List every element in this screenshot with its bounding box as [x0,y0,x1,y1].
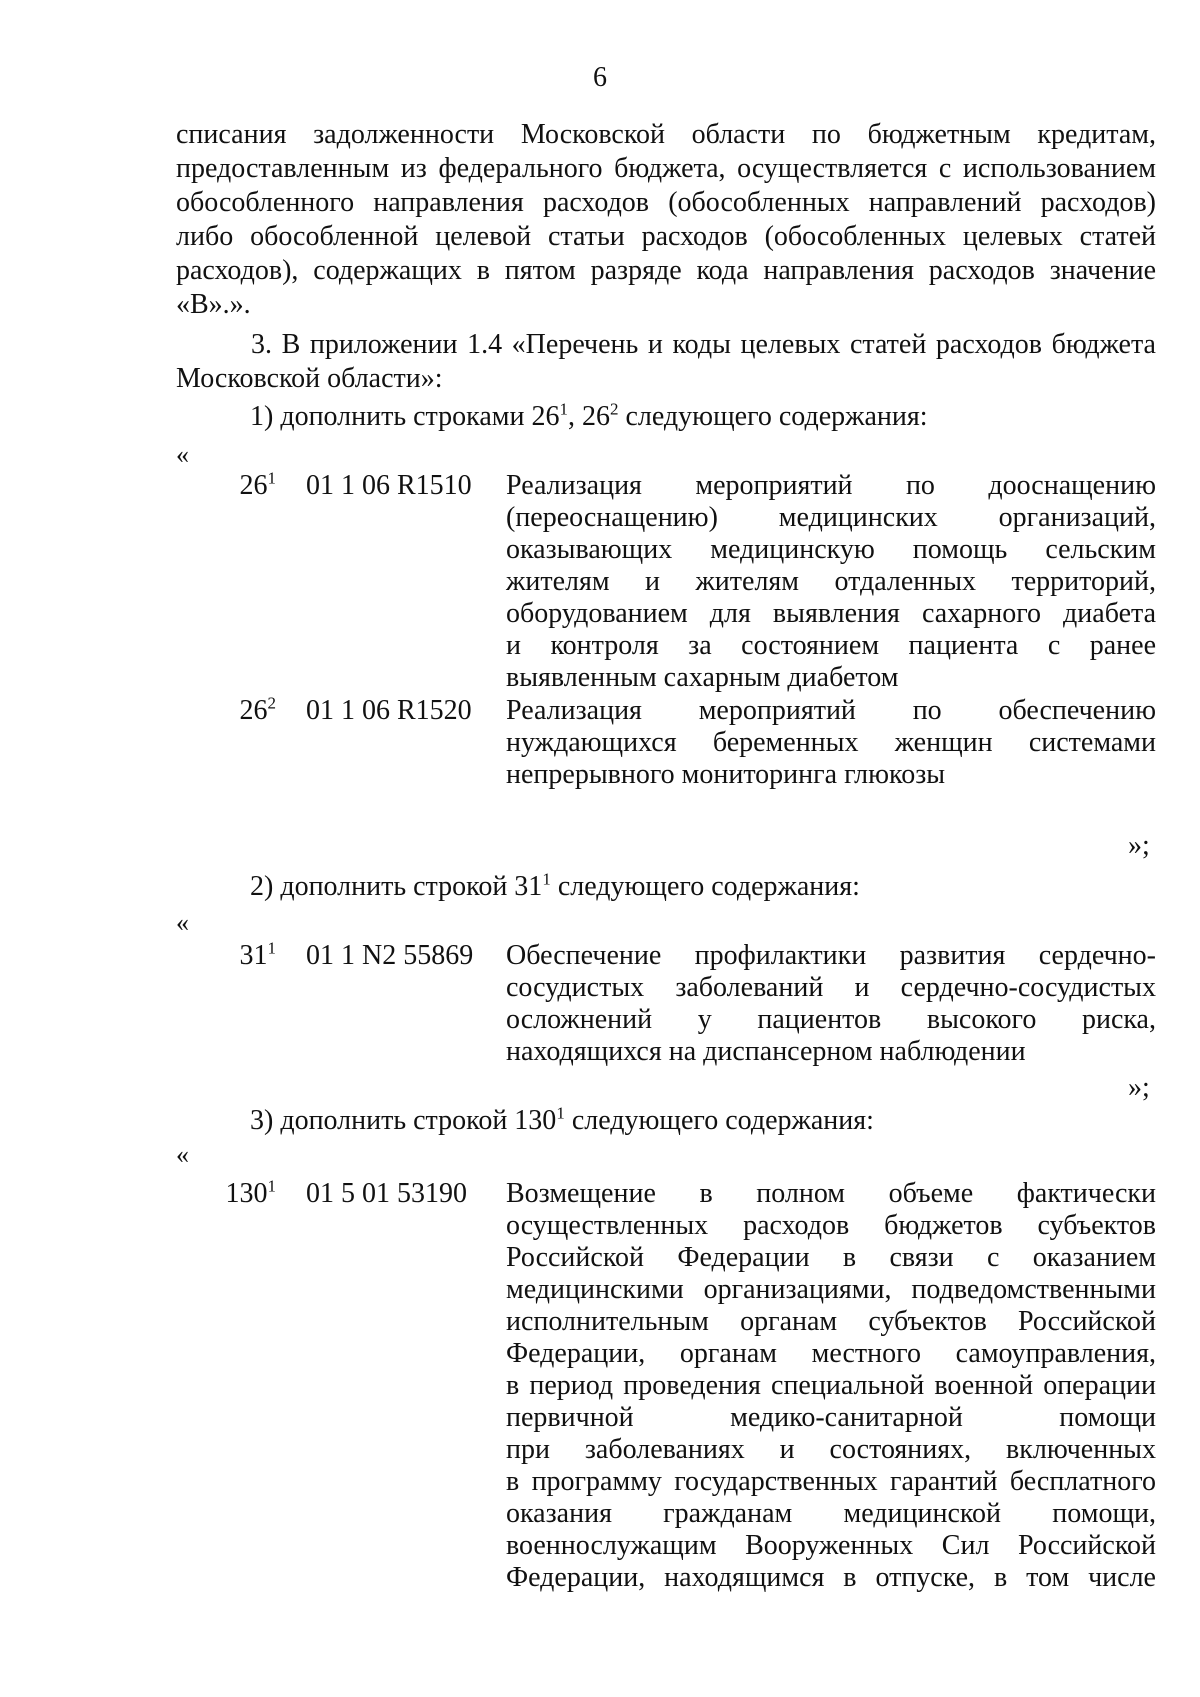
sub3-intro: 3) дополнить строкой $130^1$ следующего содержания: [250,1103,874,1136]
quote-open-1: « [176,440,189,469]
row-code: 01 5 01 53190 [306,1178,467,1209]
row-description: Реализация мероприятий по дооснащению (переоснащению) медицинских организаций, оказывающих медицинскую помощь сельским жителям и жителям отдаленных территорий, оборудованием для выявления сахарного диабета и контроля за состоянием пациента с ранее выявленным сахарным диабетом [506,470,1156,693]
point-3-paragraph: 3. В приложении 1.4 «Перечень и коды целевых статей расходов бюджета Московской области»: [176,329,1156,394]
row-description: Обеспечение профилактики развития сердечно- сосудистых заболеваний и сердечно-сосудистых осложнений у пациентов высокого риска, находящихся на диспансерном наблюдении [506,940,1156,1067]
sub1-intro: 1) дополнить строками $26^1$, $26^2$ следующего содержания: [250,399,928,432]
row-code: 01 1 06 R1510 [306,470,472,501]
quote-close-1: »; [1128,830,1150,861]
page-number: 6 [593,62,607,93]
row-number: $130^1$ [225,1176,276,1209]
row-number: $31^1$ [239,938,276,971]
row-number: $26^1$ [239,468,276,501]
sub2-intro: 2) дополнить строкой $31^1$ следующего содержания: [250,869,860,902]
quote-close-2: »; [1128,1072,1150,1103]
row-description: Реализация мероприятий по обеспечению нуждающихся беременных женщин системами непрерывного мониторинга глюкозы [506,695,1156,790]
quote-open-2: « [176,908,189,937]
row-code: 01 1 N2 55869 [306,940,474,971]
quote-open-3: « [176,1140,189,1169]
row-number: $26^2$ [239,693,276,726]
row-description: Возмещение в полном объеме фактически осуществленных расходов бюджетов субъектов Российской Федерации в связи с оказанием медицинскими организациями, подведомственными исполнительным органам субъектов Российской Федерации, органам местного самоуправления, в период проведения специальной военной операции первичной медико-санитарной помощи при заболеваниях и состояниях, включенных в программу государственных гарантий бесплатного оказания гражданам медицинской помощи, военнослужащим Вооруженных Сил Российской Федерации, находящимся в отпуске, в том числе [506,1178,1156,1593]
intro-paragraph: списания задолженности Московской области по бюджетным кредитам, предоставленным из федерального бюджета, осуществляется с использованием обособленного направления расходов (обособленных направлений расходов) либо обособленной целевой статьи расходов (обособленных целевых статей расходов), содержащих в пятом разряде кода направления расходов значение «В».». [176,119,1156,320]
row-code: 01 1 06 R1520 [306,695,472,726]
